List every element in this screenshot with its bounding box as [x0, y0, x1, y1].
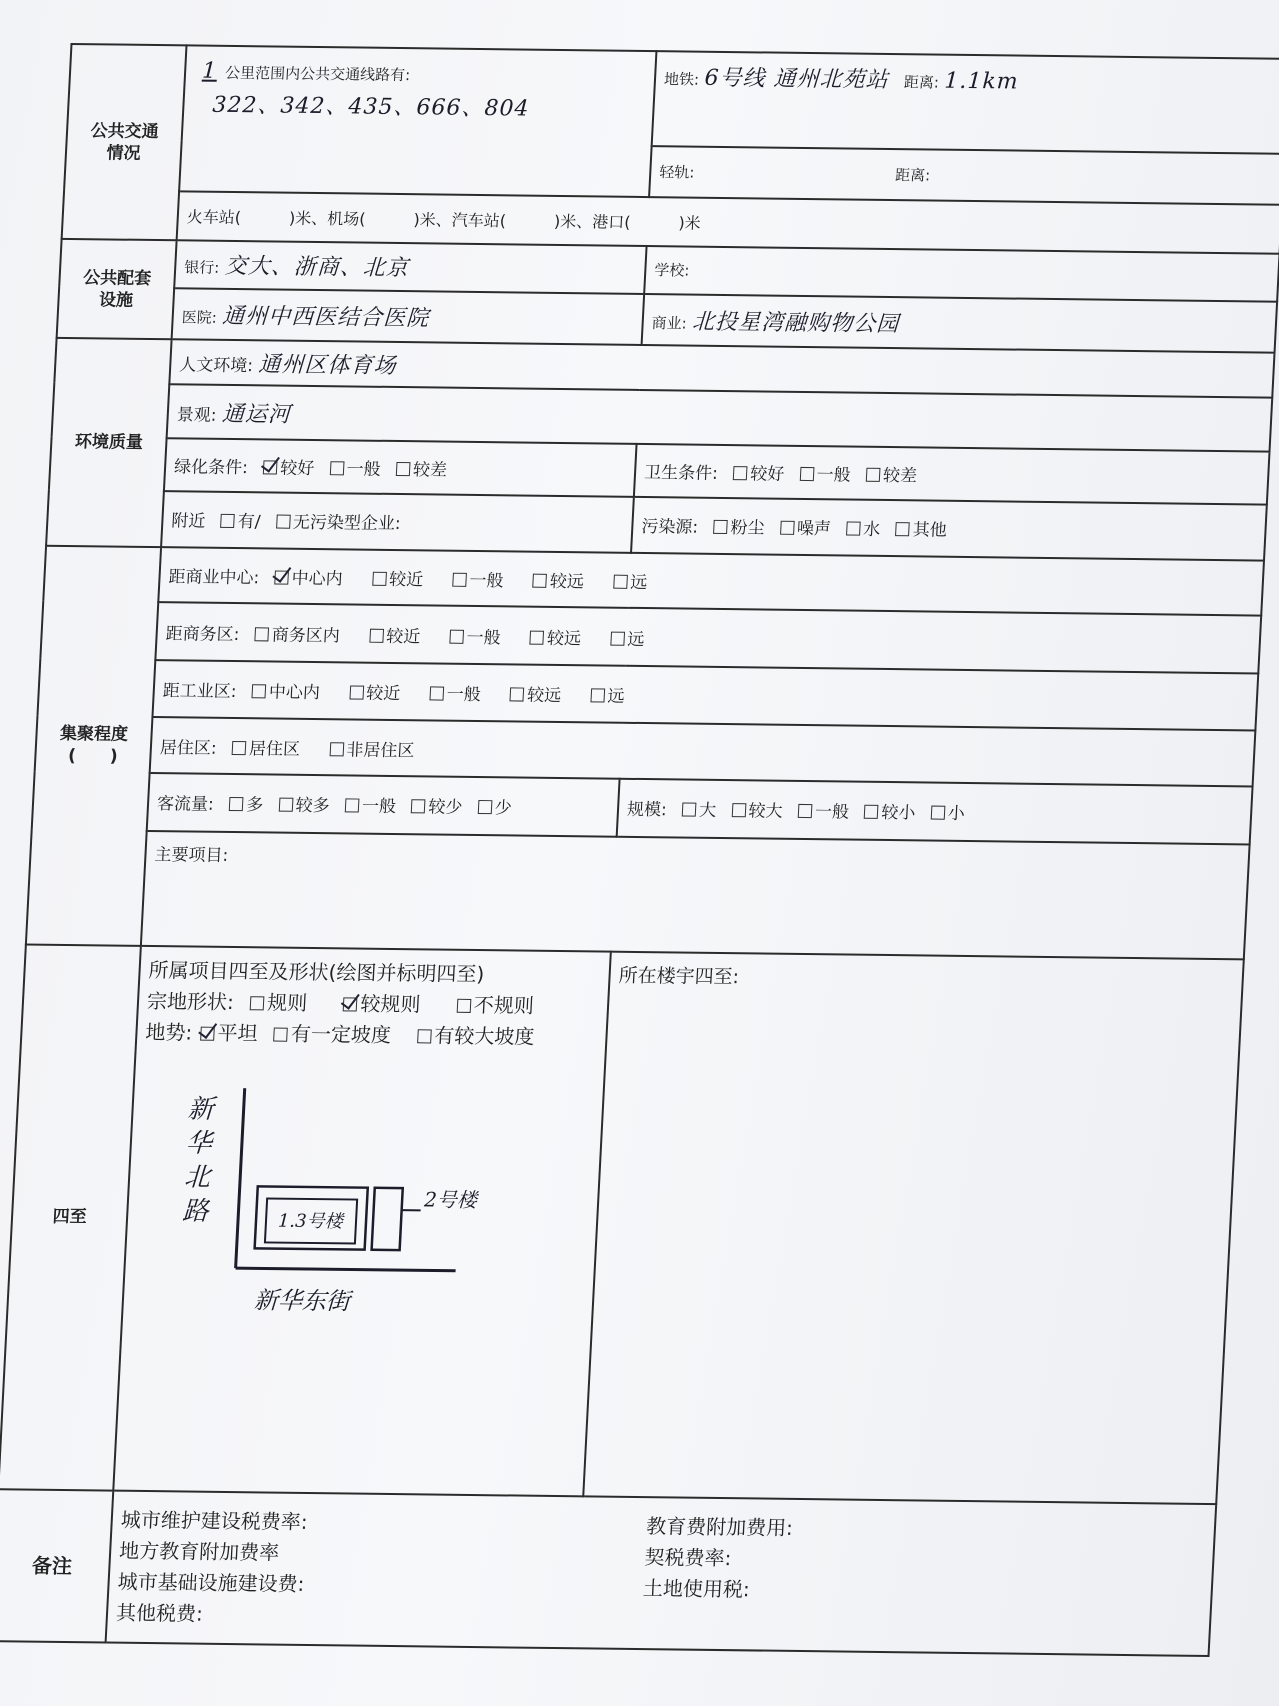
- hygiene-cell: [634, 444, 1270, 505]
- school-label: 学校:: [653, 261, 690, 281]
- industrial-option-1: 中心内: [268, 682, 321, 704]
- building-boundary-label: 所在楼宇四至:: [618, 964, 740, 988]
- nearby-option-no: 无污染型企业:: [292, 513, 402, 535]
- shape-checkbox-3[interactable]: [457, 998, 472, 1012]
- commerce-cell: [642, 294, 1278, 353]
- commercial-checkbox-5[interactable]: [613, 575, 628, 589]
- hospital-value: 通州中西医结合医院: [221, 303, 430, 332]
- sketch-road-horizontal-label: 新华东街: [253, 1285, 351, 1316]
- greening-option-good: 较好: [279, 458, 315, 479]
- nearby-label: 附近: [170, 511, 206, 533]
- shape-option-3: 不规则: [473, 992, 535, 1018]
- boundary-sketch: [158, 1057, 576, 1422]
- greening-option-average: 一般: [346, 459, 382, 480]
- boundary-title: 所属项目四至及形状(绘图并标明四至): [148, 957, 485, 986]
- industrial-checkbox-5[interactable]: [590, 688, 605, 702]
- business-checkbox-4[interactable]: [530, 630, 545, 644]
- building-boundary-cell: [583, 951, 1244, 1503]
- pollution-cell: [631, 497, 1267, 560]
- pollution-option-water: 水: [862, 520, 881, 541]
- light-rail-label: 轻轨:: [658, 162, 695, 182]
- residential-checkbox-2[interactable]: [329, 742, 344, 756]
- shape-option-2: 较规则: [359, 991, 422, 1016]
- projects-cell: [141, 830, 1250, 959]
- bus-label: 公里范围内公共交通线路有:: [224, 63, 411, 85]
- terrain-option-3: 有较大坡度: [433, 1023, 535, 1049]
- pollution-option-dust: 粉尘: [729, 518, 765, 539]
- bus-km: 1: [201, 58, 218, 84]
- traffic-checkbox-4[interactable]: [411, 799, 426, 813]
- hygiene-checkbox-good[interactable]: [733, 466, 748, 480]
- sketch-building-1-label: 1.3号楼: [277, 1210, 344, 1233]
- industrial-option-3: 一般: [446, 684, 482, 706]
- traffic-option-3: 一般: [361, 796, 397, 818]
- business-option-4: 较远: [546, 628, 582, 649]
- greening-checkbox-good[interactable]: [263, 460, 278, 474]
- traffic-checkbox-1[interactable]: [229, 797, 244, 811]
- commercial-option-4: 较远: [549, 571, 585, 593]
- terrain-row: [145, 1017, 599, 1054]
- commercial-option-3: 一般: [468, 570, 504, 592]
- hygiene-checkbox-poor[interactable]: [866, 468, 881, 482]
- note-infrastructure-fee: 城市基础设施建设费:: [117, 1569, 306, 1596]
- nearby-checkbox-no[interactable]: [276, 515, 291, 529]
- section-environment: 环境质量: [46, 338, 172, 547]
- sketch-road-vertical: [236, 1088, 245, 1268]
- subway-distance-label: 距离:: [903, 73, 940, 92]
- industrial-checkbox-1[interactable]: [252, 684, 267, 698]
- commercial-option-1: 中心内: [291, 568, 344, 590]
- greening-label: 绿化条件:: [173, 457, 249, 479]
- business-option-3: 一般: [466, 627, 502, 648]
- terrain-checkbox-1[interactable]: [200, 1026, 215, 1040]
- terrain-label: 地势:: [144, 1019, 193, 1045]
- commerce-value: 北投星湾融购物公园: [691, 309, 900, 337]
- greening-cell: [164, 438, 637, 497]
- boundary-sketch-cell: [113, 946, 611, 1496]
- hospital-label: 医院:: [181, 308, 218, 327]
- shape-row: [146, 986, 600, 1023]
- notes-right: [642, 1511, 1087, 1609]
- shape-label: 宗地形状:: [146, 988, 235, 1014]
- scale-option-3: 一般: [814, 802, 850, 823]
- hygiene-option-average: 一般: [816, 465, 852, 486]
- industrial-checkbox-3[interactable]: [429, 687, 444, 701]
- scale-checkbox-3[interactable]: [798, 804, 813, 818]
- bank-label: 银行:: [183, 258, 220, 278]
- business-option-1: 商务区内: [271, 625, 341, 646]
- culture-label: 人文环境:: [178, 355, 254, 377]
- business-checkbox-5[interactable]: [610, 631, 625, 645]
- greening-option-poor: 较差: [412, 460, 448, 481]
- school-cell: [644, 246, 1279, 301]
- scale-checkbox-1[interactable]: [682, 803, 697, 817]
- greening-checkbox-average[interactable]: [329, 461, 344, 475]
- scale-option-4: 较小: [880, 803, 916, 824]
- note-other-taxes: 其他税费:: [115, 1600, 204, 1626]
- industrial-option-4: 较远: [526, 685, 562, 707]
- scale-checkbox-5[interactable]: [930, 806, 945, 820]
- commercial-option-2: 较近: [388, 569, 424, 591]
- nearby-cell: [161, 491, 634, 552]
- scenery-value: 通运河: [221, 401, 292, 428]
- commercial-option-5: 远: [629, 572, 648, 594]
- section-notes: 备注: [0, 1489, 113, 1643]
- note-local-education-surcharge: 地方教育附加费率: [118, 1538, 280, 1565]
- survey-table: [0, 43, 1279, 1657]
- hygiene-checkbox-average[interactable]: [799, 467, 814, 481]
- section-facilities: 公共配套 设施: [57, 239, 177, 339]
- sketch-building-2-label: 2号楼: [423, 1187, 478, 1212]
- bus-lines: 322、342、435、666、804: [211, 92, 531, 122]
- scenery-label: 景观:: [176, 404, 218, 426]
- residential-option-2: 非居住区: [345, 740, 415, 761]
- pollution-checkbox-other[interactable]: [895, 523, 910, 537]
- bank-cell: [174, 241, 646, 294]
- note-deed-tax-rate: 契税费率:: [644, 1544, 732, 1570]
- stations-line: 火车站( )米、机场( )米、汽车站( )米、港口( )米: [186, 207, 702, 233]
- subway-distance-value: 1.1km: [943, 68, 1020, 95]
- business-option-2: 较近: [385, 626, 421, 647]
- pollution-option-noise: 噪声: [796, 519, 832, 540]
- light-rail-cell: [649, 146, 1279, 205]
- scale-option-5: 小: [947, 803, 966, 825]
- sketch-road-horizontal: [236, 1268, 456, 1271]
- scale-option-1: 大: [698, 800, 717, 822]
- section-aggregation: 集聚程度 ( ): [26, 545, 161, 945]
- light-rail-distance-label: 距离:: [894, 165, 931, 185]
- hygiene-label: 卫生条件:: [643, 463, 719, 484]
- industrial-checkbox-4[interactable]: [510, 688, 525, 702]
- commercial-checkbox-4[interactable]: [533, 574, 548, 588]
- commercial-label: 距商业中心:: [168, 567, 260, 589]
- traffic-option-5: 少: [494, 798, 513, 819]
- traffic-cell: [147, 773, 620, 836]
- subway-label: 地铁:: [663, 70, 700, 89]
- hygiene-option-poor: 较差: [882, 465, 918, 487]
- pollution-checkbox-water[interactable]: [846, 522, 861, 536]
- traffic-option-2: 较多: [295, 795, 331, 817]
- traffic-checkbox-3[interactable]: [345, 799, 360, 813]
- scale-option-2: 较大: [748, 801, 784, 822]
- terrain-option-1: 平坦: [217, 1020, 259, 1045]
- notes-cell: [106, 1490, 1217, 1656]
- commercial-checkbox-2[interactable]: [372, 572, 387, 586]
- subway-value: 6号线 通州北苑站: [703, 65, 890, 93]
- culture-value: 通州区体育场: [257, 352, 398, 380]
- traffic-label: 客流量:: [156, 794, 215, 815]
- section-boundaries: 四至: [0, 944, 141, 1490]
- commercial-checkbox-1[interactable]: [274, 571, 289, 585]
- sketch-building-2: [372, 1187, 403, 1249]
- notes-left: [115, 1505, 641, 1635]
- shape-checkbox-2[interactable]: [343, 997, 358, 1011]
- note-urban-maintenance-tax: 城市维护建设税费率:: [120, 1507, 309, 1534]
- greening-checkbox-poor[interactable]: [396, 462, 411, 476]
- subway-cell: [652, 51, 1279, 153]
- pollution-checkbox-dust[interactable]: [713, 520, 728, 534]
- bus-lines-cell: [179, 45, 656, 197]
- hygiene-option-good: 较好: [749, 464, 785, 485]
- scale-label: 规模:: [626, 800, 668, 821]
- traffic-checkbox-5[interactable]: [477, 800, 492, 814]
- business-checkbox-2[interactable]: [369, 628, 384, 642]
- residential-option-1: 居住区: [248, 738, 301, 760]
- commerce-label: 商业:: [651, 313, 688, 333]
- scale-cell: [617, 779, 1253, 844]
- nearby-option-yes: 有/: [237, 512, 262, 533]
- projects-label: 主要项目:: [153, 844, 229, 866]
- traffic-checkbox-2[interactable]: [278, 798, 293, 812]
- scale-checkbox-4[interactable]: [864, 805, 879, 819]
- terrain-checkbox-2[interactable]: [274, 1027, 289, 1041]
- pollution-option-other: 其他: [912, 520, 948, 542]
- residential-label: 居住区:: [159, 737, 218, 759]
- sketch-road-vertical-label: 新华北路: [181, 1094, 215, 1227]
- scale-checkbox-2[interactable]: [731, 803, 746, 817]
- hospital-cell: [172, 288, 645, 345]
- survey-form: [0, 43, 1279, 1657]
- industrial-label: 距工业区:: [162, 681, 238, 703]
- industrial-option-5: 远: [607, 686, 626, 707]
- business-checkbox-3[interactable]: [449, 629, 464, 643]
- residential-checkbox-1[interactable]: [232, 741, 247, 755]
- traffic-option-4: 较少: [427, 797, 463, 819]
- industrial-option-2: 较近: [365, 683, 401, 705]
- business-option-5: 远: [626, 629, 645, 650]
- pollution-checkbox-noise[interactable]: [780, 521, 795, 535]
- nearby-checkbox-yes[interactable]: [220, 514, 235, 528]
- shape-checkbox-1[interactable]: [250, 996, 265, 1010]
- terrain-checkbox-3[interactable]: [417, 1029, 432, 1043]
- note-education-surcharge: 教育费附加费用:: [645, 1513, 794, 1540]
- industrial-checkbox-2[interactable]: [349, 686, 364, 700]
- note-land-use-tax: 土地使用税:: [642, 1575, 751, 1602]
- terrain-option-2: 有一定坡度: [290, 1021, 392, 1047]
- business-label: 距商务区:: [165, 623, 240, 645]
- traffic-option-1: 多: [245, 795, 264, 816]
- shape-option-1: 规则: [266, 990, 308, 1015]
- pollution-label: 污染源:: [640, 517, 699, 539]
- bank-value: 交大、浙商、北京: [224, 254, 410, 282]
- section-transport: 公共交通 情况: [62, 44, 187, 241]
- commercial-checkbox-3[interactable]: [452, 573, 467, 587]
- business-checkbox-1[interactable]: [255, 627, 270, 641]
